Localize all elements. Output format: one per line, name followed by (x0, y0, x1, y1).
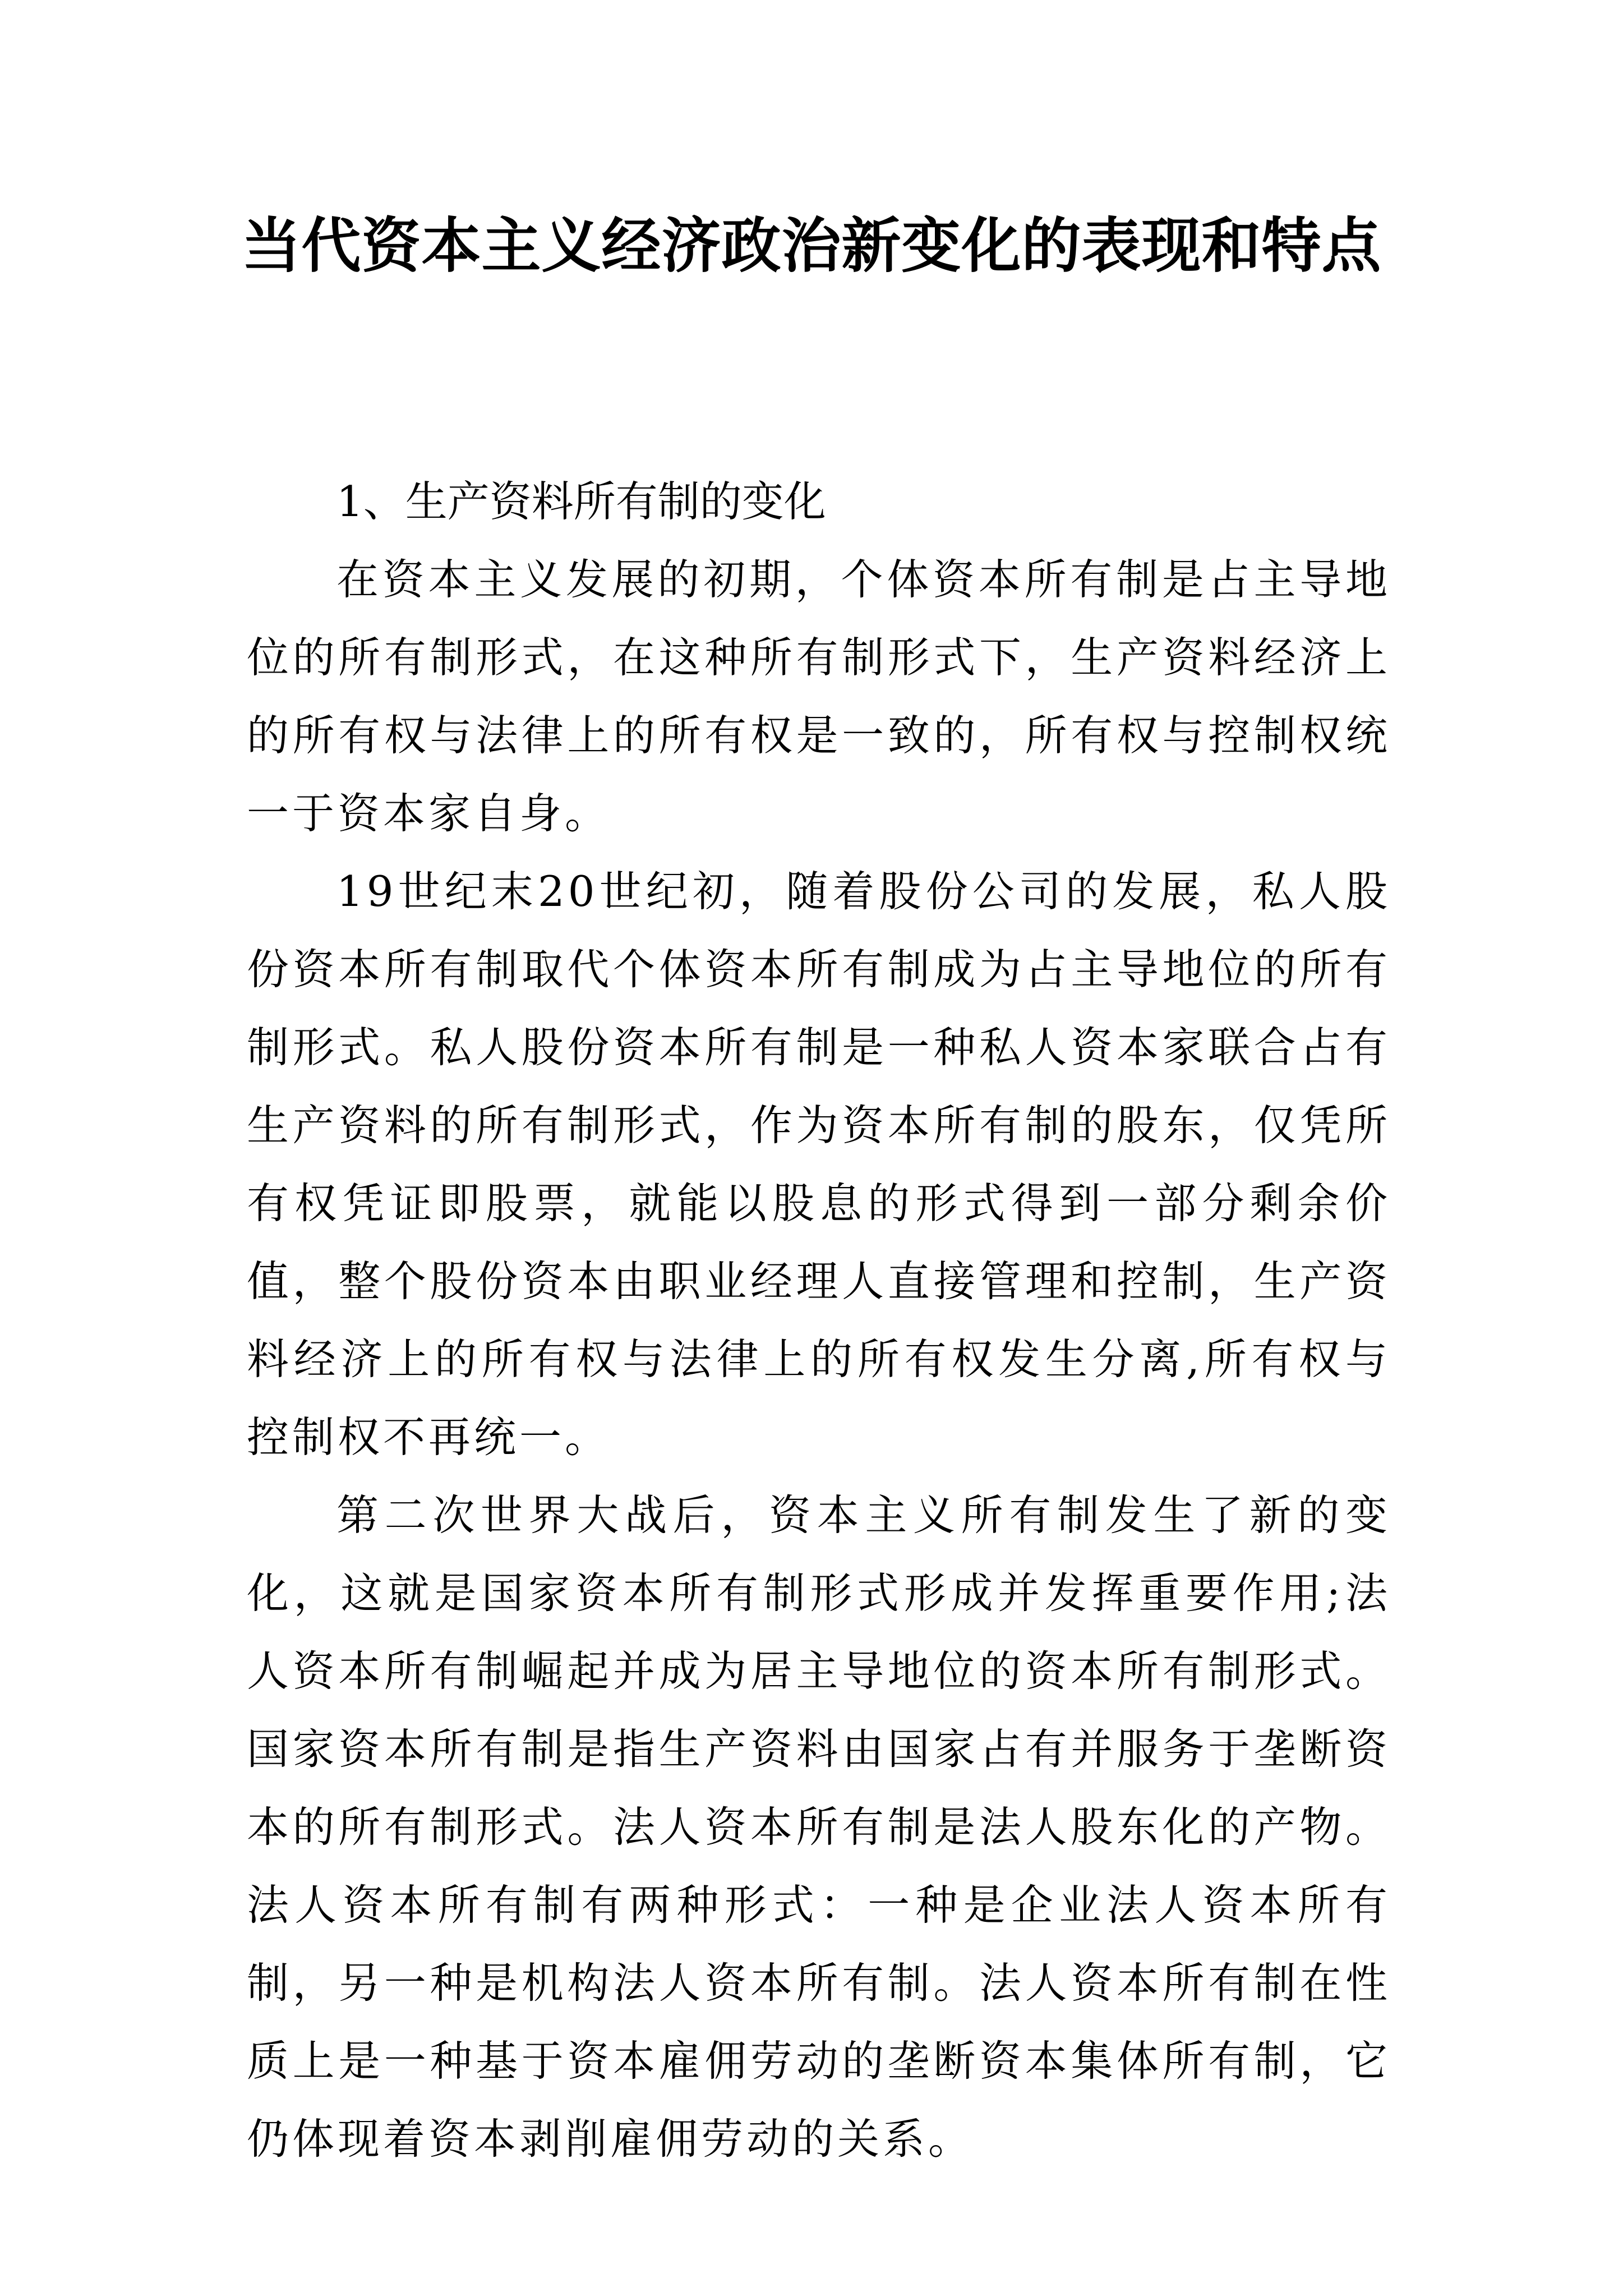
paragraph-1: 在资本主义发展的初期，个体资本所有制是占主导地位的所有制形式，在这种所有制形式下，生产资料经济上的所有权与法律上的所有权是一致的，所有权与控制权统一于资本家自身。 (247, 555, 1391, 838)
section-heading: 1、生产资料所有制的变化 (336, 477, 826, 526)
paragraph-3: 第二次世界大战后，资本主义所有制发生了新的变化，这就是国家资本所有制形式形成并发挥重要作用;法人资本所有制崛起并成为居主导地位的资本所有制形式。国家资本所有制是指生产资料由国家占有并服务于垄断资本的所有制形式。法人资本所有制是法人股东化的产物。法人资本所有制有两种形式：一种是企业法人资本所有制，另一种是机构法人资本所有制。法人资本所有制在性质上是一种基于资本雇佣劳动的垄断资本集体所有制，它仍体现着资本剥削雇佣劳动的关系。 (247, 1490, 1391, 2164)
document-title: 当代资本主义经济政治新变化的表现和特点 (241, 211, 1382, 280)
document-body (247, 463, 1391, 2178)
paragraph-2: 19世纪末20世纪初，随着股份公司的发展，私人股份资本所有制取代个体资本所有制成为占主导地位的所有制形式。私人股份资本所有制是一种私人资本家联合占有生产资料的所有制形式，作为资本所有制的股东，仅凭所有权凭证即股票，就能以股息的形式得到一部分剩余价值，整个股份资本由职业经理人直接管理和控制，生产资料经济上的所有权与法律上的所有权发生分离,所有权与控制权不再统一。 (247, 867, 1391, 1462)
